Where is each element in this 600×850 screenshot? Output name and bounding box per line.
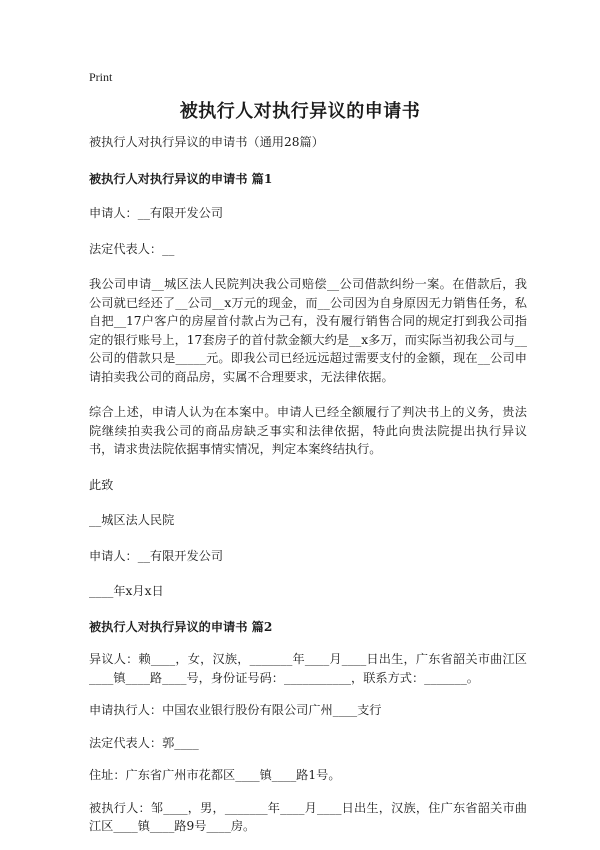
print-link[interactable]: Print [89, 70, 113, 84]
respondent-line: 被执行人：邹____，男，_______年____月____日出生，汉族，住广东省韶关市曲江区____镇____路9号____房。 [89, 800, 527, 833]
executor-legal-rep-line: 法定代表人：郭____ [89, 735, 199, 750]
document-body [89, 133, 527, 850]
objector-line: 异议人：赖____，女，汉族，_______年____月____日出生，广东省韶关市曲江区____镇____路____号，身份证号码：___________，联系方式：_______。 [89, 652, 527, 685]
section-heading-2: 被执行人对执行异议的申请书 篇2 [89, 619, 273, 634]
date-line: ____年x月x日 [89, 584, 164, 598]
applicant-line: 申请人：__有限开发公司 [89, 206, 224, 220]
document-subtitle: 被执行人对执行异议的申请书（通用28篇） [89, 135, 324, 149]
section-heading-1: 被执行人对执行异议的申请书 篇1 [89, 171, 273, 186]
closing-line: 此致 [89, 477, 114, 492]
applicant-signature: 申请人：__有限开发公司 [89, 548, 224, 563]
legal-rep-line: 法定代表人：__ [89, 241, 175, 256]
body-paragraph-1: 我公司申请__城区法人民院判决我公司赔偿__公司借款纠纷一案。在借款后，我公司就已经还了__公司__x万元的现金，而__公司因为自身原因无力销售任务，私自把__17户客户的房屋首付款占为己有，没有履行销售合同的规定打到我公司指定的银行账号上，17套房子的首付款金额大约是__x多万，而实际当初我公司与__公司的借款只是_____元。即我公司已经远远超过需要支付的金额，现在__公司申请拍卖我公司的商品房，实属不合理要求，无法律依据。 [89, 277, 527, 384]
address-line: 住址：广东省广州市花都区____镇____路1号。 [89, 768, 341, 782]
executor-line: 申请执行人：中国农业银行股份有限公司广州____支行 [89, 703, 382, 717]
body-paragraph-2: 综合上述，申请人认为在本案中。申请人已经全额履行了判决书上的义务，贵法院继续拍卖我公司的商品房缺乏事实和法律依据，特此向贵法院提出执行异议书，请求贵法院依据事情实情况，判定本案终结执行。 [89, 405, 527, 456]
page-title: 被执行人对执行异议的申请书 [179, 101, 421, 122]
court-line: __城区法人民院 [89, 513, 175, 527]
